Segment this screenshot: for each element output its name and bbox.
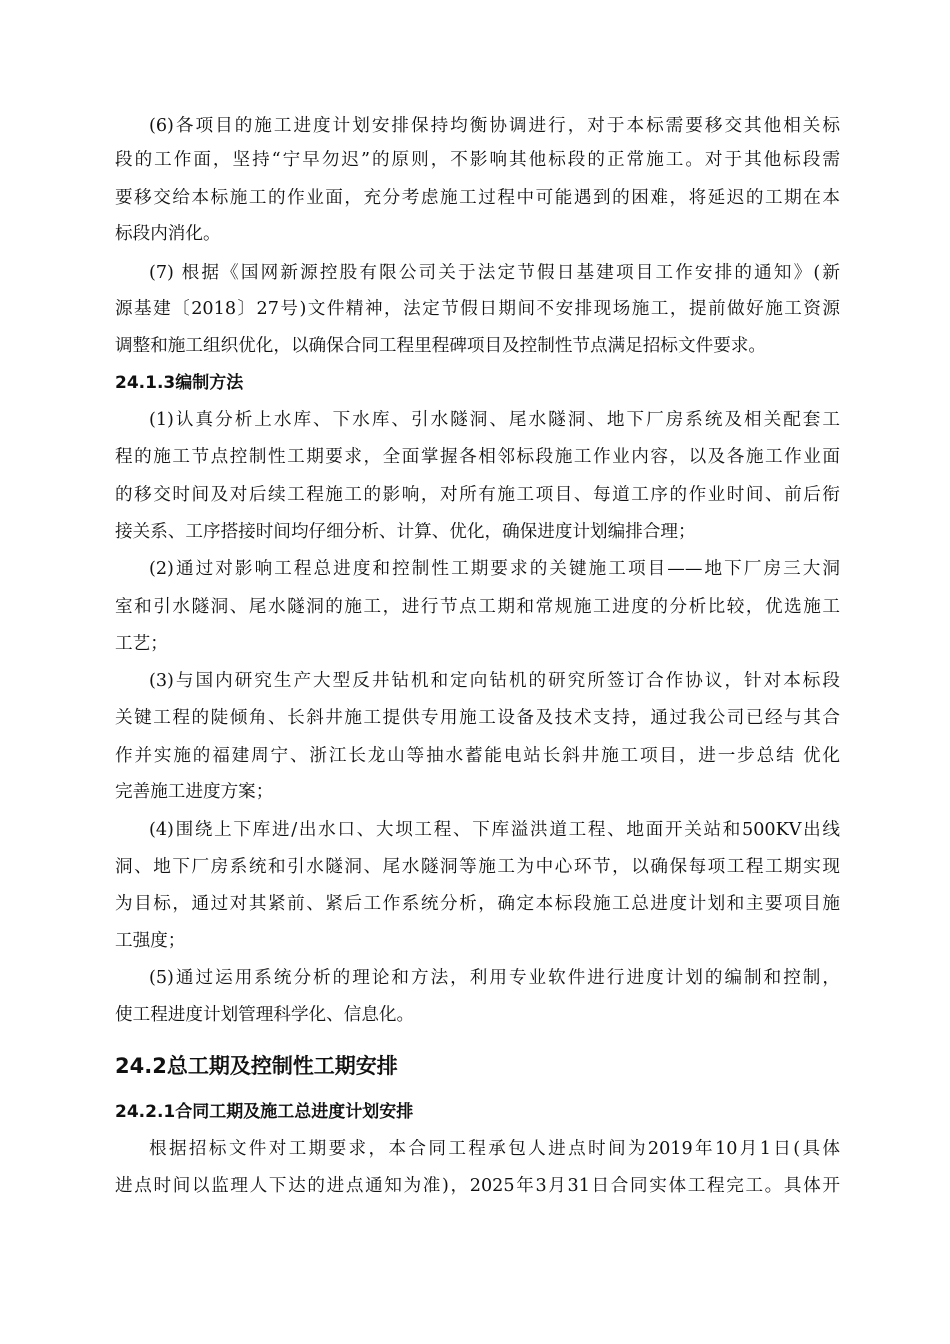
method5-line-1: (5)通过运用系统分析的理论和方法，利用专业软件进行进度计划的编制和控制，	[149, 968, 840, 988]
method3-line-4: 完善施工进度方案；	[115, 782, 274, 802]
para6-line-3: 要移交给本标施工的作业面，充分考虑施工过程中可能遇到的困难，将延迟的工期在本	[115, 188, 840, 208]
method2-line-1: (2)通过对影响工程总进度和控制性工期要求的关键施工项目——地下厂房三大洞	[149, 559, 840, 579]
method3-line-1: (3)与国内研究生产大型反井钻机和定向钻机的研究所签订合作协议，针对本标段	[149, 671, 840, 691]
method3-line-2: 关键工程的陡倾角、长斜井施工提供专用施工设备及技术支持，通过我公司已经与其合	[115, 708, 840, 728]
para6-line-2: 段的工作面，坚持“宁早勿迟”的原则，不影响其他标段的正常施工。对于其他标段需	[115, 150, 840, 170]
method4-line-1: (4)围绕上下库进/出水口、大坝工程、下库溢洪道工程、地面开关站和500KV出线	[149, 820, 840, 840]
method1-line-1: (1)认真分析上水库、下水库、引水隧洞、尾水隧洞、地下厂房系统及相关配套工	[149, 410, 840, 430]
para6-line-1: (6)各项目的施工进度计划安排保持均衡协调进行，对于本标需要移交其他相关标	[149, 116, 840, 136]
method4-line-3: 为目标，通过对其紧前、紧后工作系统分析，确定本标段施工总进度计划和主要项目施	[115, 894, 840, 914]
section-heading-24-1-3: 24.1.3编制方法	[115, 373, 244, 393]
method1-line-3: 的移交时间及对后续工程施工的影响，对所有施工项目、每道工序的作业时间、前后衔	[115, 485, 840, 505]
method5-line-2: 使工程进度计划管理科学化、信息化。	[115, 1005, 415, 1025]
section-heading-24-2-1: 24.2.1合同工期及施工总进度计划安排	[115, 1102, 414, 1122]
method1-line-2: 程的施工节点控制性工期要求，全面掌握各相邻标段施工作业内容，以及各施工作业面	[115, 447, 840, 467]
method2-line-3: 工艺；	[115, 634, 168, 654]
method3-line-3: 作并实施的福建周宁、浙江长龙山等抽水蓄能电站长斜井施工项目，进一步总结 优化	[115, 746, 840, 766]
method1-line-4: 接关系、工序搭接时间均仔细分析、计算、优化，确保进度计划编排合理；	[115, 522, 696, 542]
para7-line-3: 调整和施工组织优化，以确保合同工程里程碑项目及控制性节点满足招标文件要求。	[115, 336, 766, 356]
method4-line-2: 洞、地下厂房系统和引水隧洞、尾水隧洞等施工为中心环节，以确保每项工程工期实现	[115, 857, 840, 877]
para7-line-2: 源基建〔2018〕27号)文件精神，法定节假日期间不安排现场施工，提前做好施工资源	[115, 299, 840, 319]
schedule-line-1: 根据招标文件对工期要求，本合同工程承包人进点时间为2019年10月1日(具体	[149, 1139, 840, 1159]
section-heading-24-2: 24.2总工期及控制性工期安排	[115, 1054, 398, 1078]
para7-line-1: (7) 根据《国网新源控股有限公司关于法定节假日基建项目工作安排的通知》(新	[149, 263, 840, 283]
schedule-line-2: 进点时间以监理人下达的进点通知为准)，2025年3月31日合同实体工程完工。具体开	[115, 1176, 840, 1196]
method2-line-2: 室和引水隧洞、尾水隧洞的施工，进行节点工期和常规施工进度的分析比较，优选施工	[115, 597, 840, 617]
para6-line-4: 标段内消化。	[115, 224, 221, 244]
method4-line-4: 工强度；	[115, 931, 186, 951]
